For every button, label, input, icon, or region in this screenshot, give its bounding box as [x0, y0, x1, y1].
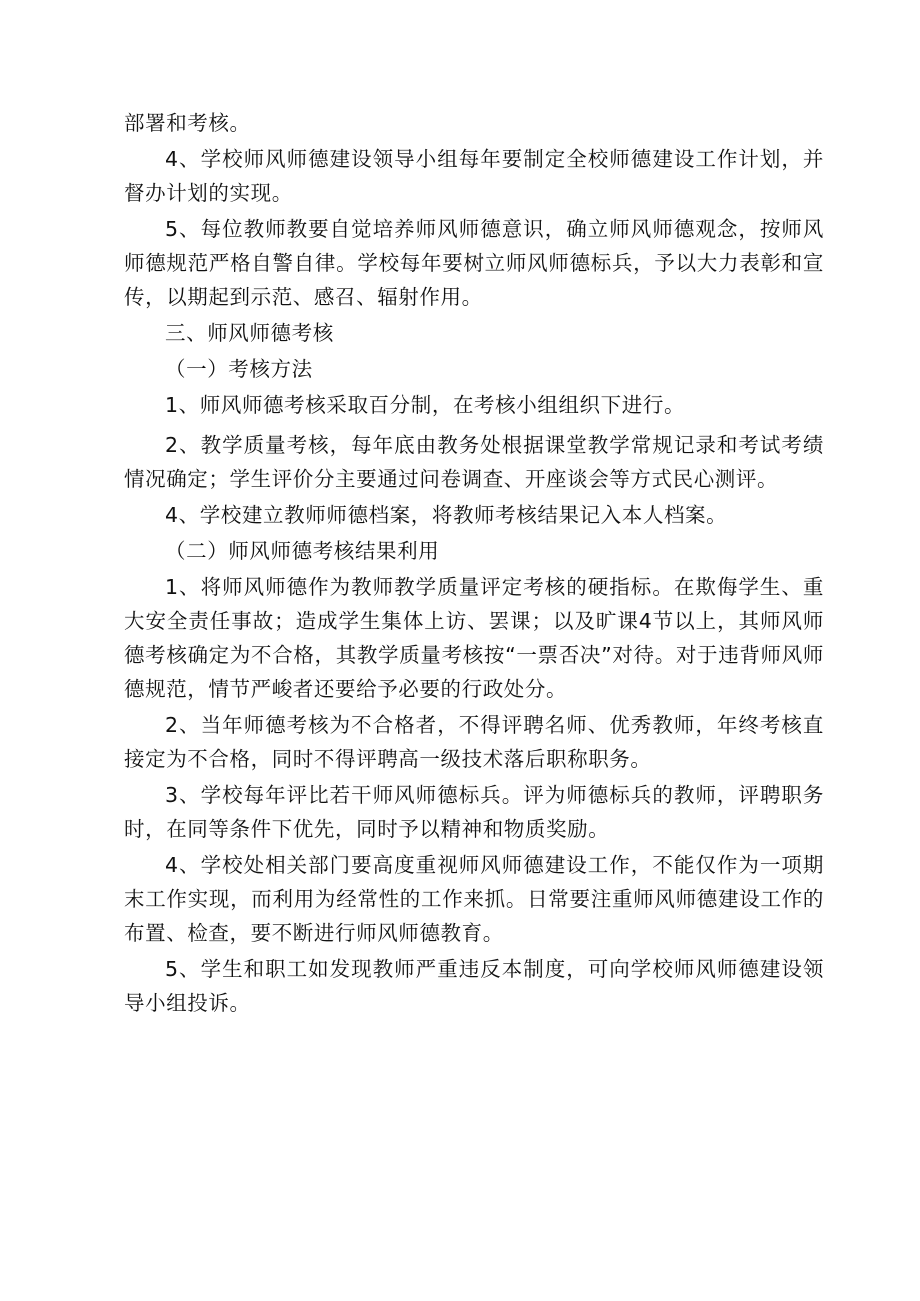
paragraph-results-4: 4、学校处相关部门要高度重视师风师德建设工作，不能仅作为一项期末工作实现，而利用为经常性的工作来抓。日常要注重师风师德建设工作的布置、检查，要不断进行师风师德教育。	[124, 853, 824, 945]
paragraph-item-5-awareness: 5、每位教师教要自觉培养师风师德意识，确立师风师德观念，按师风师德规范严格自警自律。学校每年要树立师风师德标兵，予以大力表彰和宣传，以期起到示范、感召、辐射作用。	[124, 217, 824, 309]
paragraph-results-2: 2、当年师德考核为不合格者，不得评聘名师、优秀教师，年终考核直接定为不合格，同时不得评聘高一级技术落后职称职务。	[124, 713, 824, 771]
paragraph-results-3: 3、学校每年评比若干师风师德标兵。评为师德标兵的教师，评聘职务时，在同等条件下优先，同时予以精神和物质奖励。	[124, 783, 824, 841]
subsection-heading-method: （一）考核方法	[165, 357, 313, 381]
document-body	[124, 106, 824, 1022]
subsection-heading-results: （二）师风师德考核结果利用	[165, 539, 440, 563]
paragraph-results-5: 5、学生和职工如发现教师严重违反本制度，可向学校师风师德建设领导小组投诉。	[124, 957, 824, 1015]
paragraph-results-1: 1、将师风师德作为教师教学质量评定考核的硬指标。在欺侮学生、重大安全责任事故；造成学生集体上访、罢课；以及旷课4节以上，其师风师德考核确定为不合格，其教学质量考核按“一票否决”对待。对于违背师风师德规范，情节严峻者还要给予必要的行政处分。	[124, 575, 824, 701]
paragraph-method-1: 1、师风师德考核采取百分制，在考核小组组织下进行。	[165, 393, 686, 417]
paragraph-method-4: 4、学校建立教师师德档案，将教师考核结果记入本人档案。	[165, 503, 728, 527]
paragraph-continuation: 部署和考核。	[124, 111, 251, 135]
paragraph-method-2: 2、教学质量考核，每年底由教务处根据课堂教学常规记录和考试考绩情况确定；学生评价分主要通过问卷调查、开座谈会等方式民心测评。	[124, 433, 824, 491]
paragraph-item-4-plan: 4、学校师风师德建设领导小组每年要制定全校师德建设工作计划，并督办计划的实现。	[124, 147, 824, 205]
section-heading-assessment: 三、师风师德考核	[165, 321, 334, 345]
